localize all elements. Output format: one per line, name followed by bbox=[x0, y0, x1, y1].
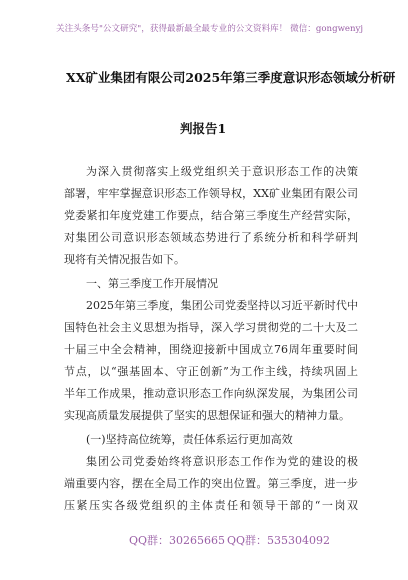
body-paragraph bbox=[64, 295, 358, 427]
body-paragraph bbox=[64, 451, 358, 517]
text-line: 端重要内容，摆在全局工作的突出位置。第三季度，进一步 bbox=[64, 477, 358, 490]
text-line: 压紧压实各级党组织的主体责任和领导干部的“一岗双 bbox=[64, 499, 358, 512]
document-title-line-1: XX矿业集团有限公司2025年第三季度意识形态领域分析研 bbox=[66, 70, 396, 85]
text-line: 国特色社会主义思想为指导，深入学习贯彻党的二十大及二 bbox=[64, 321, 358, 334]
qq-group-1: QQ群：30265665 bbox=[129, 534, 226, 547]
text-line: 一、第三季度工作开展情况 bbox=[86, 277, 218, 290]
document-title-line-2: 判报告1 bbox=[180, 121, 227, 136]
section-heading bbox=[64, 273, 358, 295]
text-line: 部署，牢牢掌握意识形态工作领导权，XX矿业集团有限公司 bbox=[64, 187, 358, 200]
text-line: 对集团公司意识形态领域态势进行了系统分析和科学研判 bbox=[64, 231, 358, 244]
qq-group-2: QQ群：535304092 bbox=[227, 534, 331, 547]
text-line: 集团公司党委始终将意识形态工作作为党的建设的极 bbox=[86, 455, 358, 468]
text-line: 实现高质量发展提供了坚实的思想保证和强大的精神力量。 bbox=[64, 409, 350, 422]
subsection-heading bbox=[64, 429, 358, 451]
text-line: 节点，以“强基固本、守正创新”为工作主线，持续巩固上 bbox=[64, 365, 358, 378]
intro-paragraph bbox=[64, 161, 358, 271]
text-line: 半年工作成果，推动意识形态工作向纵深发展，为集团公司 bbox=[64, 387, 358, 400]
text-line: 党委紧扣年度党建工作要点，结合第三季度生产经营实际， bbox=[64, 209, 358, 222]
header-banner: 关注头条号"公文研究"，获得最新最全最专业的公文资料库！ 微信：gongwenyj bbox=[56, 24, 364, 34]
text-line: (一)坚持高位统筹，责任体系运行更加高效 bbox=[86, 433, 293, 446]
text-line: 2025年第三季度，集团公司党委坚持以习近平新时代中 bbox=[86, 299, 358, 312]
text-line: 十届三中全会精神，围绕迎接新中国成立76周年重要时间 bbox=[64, 343, 358, 356]
text-line: 为深入贯彻落实上级党组织关于意识形态工作的决策 bbox=[86, 165, 358, 178]
text-line: 现将有关情况报告如下。 bbox=[64, 253, 185, 266]
